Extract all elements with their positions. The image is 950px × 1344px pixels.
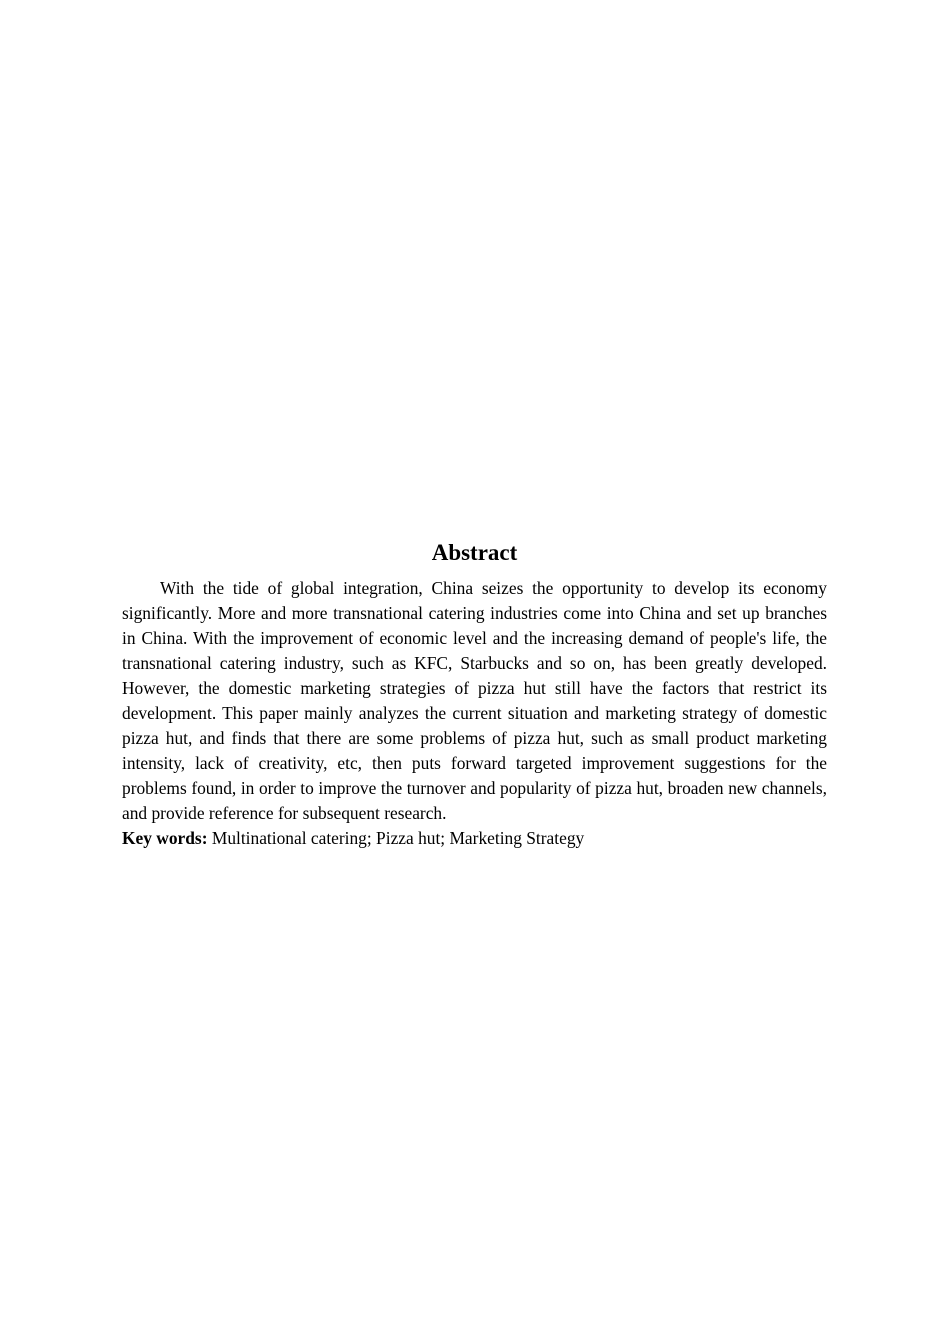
- keywords-text: Multinational catering; Pizza hut; Marketing Strategy: [211, 828, 585, 848]
- abstract-section: [122, 536, 827, 851]
- abstract-body: With the tide of global integration, China seizes the opportunity to develop its economy significantly. More and more transnational catering industries come into China and set up branches in China. With the improvement of economic level and the increasing demand of people's life, the transnational catering industry, such as KFC, Starbucks and so on, has been greatly developed. However, the domestic marketing strategies of pizza hut still have the factors that restrict its development. This paper mainly analyzes the current situation and marketing strategy of domestic pizza hut, and finds that there are some problems of pizza hut, such as small product marketing intensity, lack of creativity, etc, then puts forward targeted improvement suggestions for the problems found, in order to improve the turnover and popularity of pizza hut, broaden new channels, and provide reference for subsequent research.: [122, 578, 827, 823]
- keywords-line: [122, 826, 827, 851]
- keywords-label: Key words:: [122, 828, 208, 848]
- abstract-title: Abstract: [431, 540, 518, 565]
